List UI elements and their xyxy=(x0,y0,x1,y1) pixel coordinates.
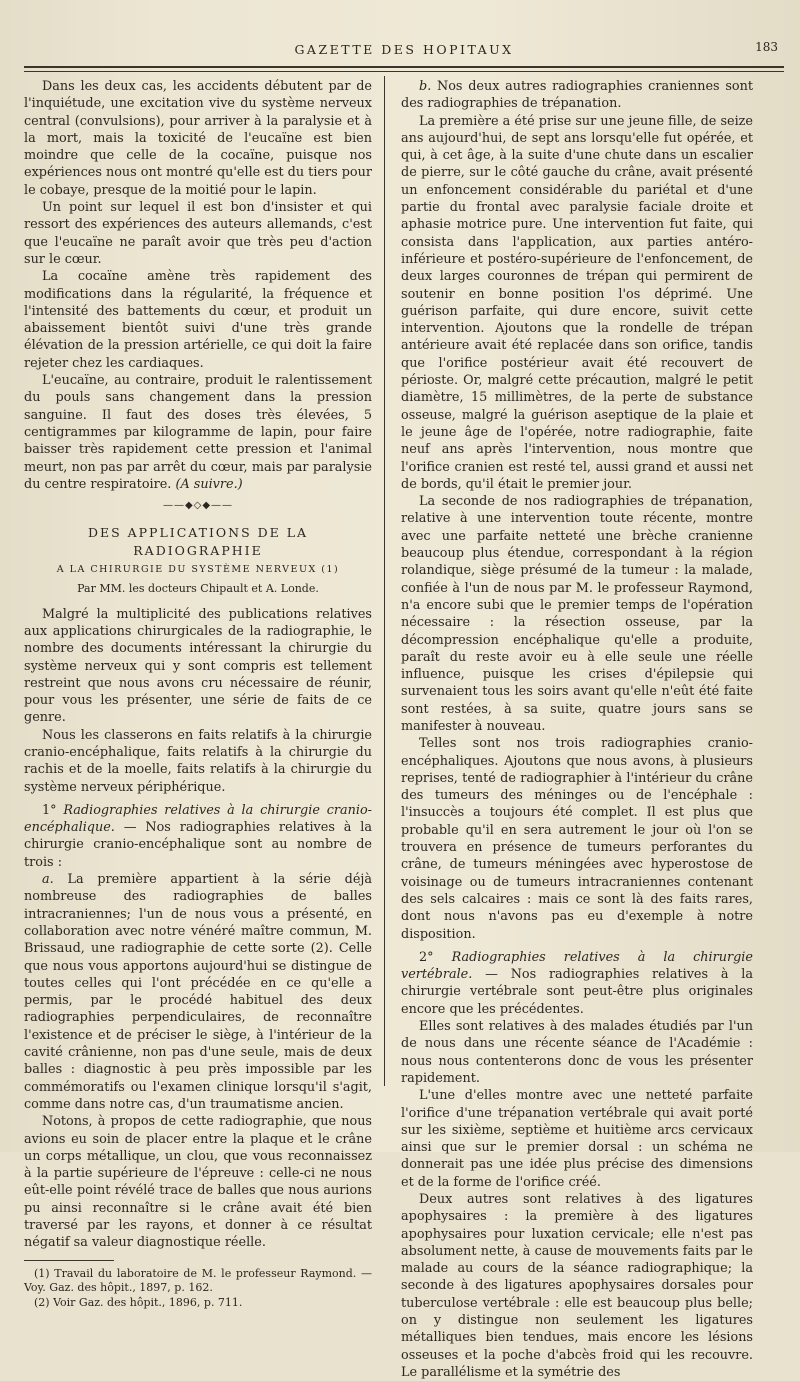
paragraph: Un point sur lequel il est bon d'insister et qui ressort des expériences des auteurs allemands, c'est que l'eucaïne ne paraît avoir que très peu d'action sur le cœur. xyxy=(24,200,372,267)
section-subtitle: A LA CHIRURGIE DU SYSTÈME NERVEUX (1) xyxy=(56,564,340,576)
paragraph: La cocaïne amène très rapidement des modifications dans la régularité, la fréquence et l'intensité des battements du cœur, et produit un abaissement bientôt suivi d'une très grande élévation de la pression artérielle, ce qui doit la faire rejeter chez les cardiaques. xyxy=(24,269,372,371)
paragraph xyxy=(401,78,753,113)
paragraph-text: Nos deux autres radiographies craniennes sont des radiographies de trépanation. xyxy=(401,79,753,112)
paragraph xyxy=(24,372,372,493)
ornament-separator: ——◆◇◆—— xyxy=(162,500,234,512)
paragraph: La seconde de nos radiographies de trépanation, relative à une intervention toute récente, montre avec une parfaite netteté une brèche cranienne beaucoup plus étendue, correspondant à la région rolandique, siège présumé de la tumeur : la malade, confiée à l'un de nous par M. le professeur Raymond, n'a encore subi que le premier temps de l'opération nécessaire : la résection osseuse, par la décompression encéphalique qu'elle a produite, paraît du reste avoir eu à elle seule une réelle influence, puisque les crises d'épilepsie qui survenaient tous les soirs avant qu'elle n'eût été faite sont restées, à sa suite, quatre jours sans se manifester à nouveau. xyxy=(401,494,753,734)
paragraph xyxy=(24,871,372,1113)
paragraph: Notons, à propos de cette radiographie, que nous avions eu soin de placer entre la plaque et le crâne un corps métallique, un clou, que vous reconnaissez à la partie supérieure de l'épreuve : celle-ci ne nous eût-elle point révélé trace de balles que nous aurions pu ainsi reconnaître si le crâne avait été bien traversé par les rayons, et donner à ce résultat négatif sa valeur diagnostique réelle. xyxy=(24,1114,372,1251)
page-header xyxy=(24,40,784,62)
heading-number: 2° xyxy=(419,949,434,965)
header-rule xyxy=(24,66,784,68)
running-title: GAZETTE DES HOPITAUX xyxy=(294,42,514,57)
subsection-heading xyxy=(401,949,753,1018)
header-rule-thin xyxy=(24,71,784,72)
page-number: 183 xyxy=(755,40,778,54)
heading-title: Radiographies relatives à la chirurgie vertébrale. xyxy=(401,949,753,983)
footnote: (1) Travail du laboratoire de M. le professeur Raymond. — Voy. Gaz. des hôpit., 1897, p. 162. xyxy=(24,1266,372,1295)
paragraph: Nous les classerons en faits relatifs à la chirurgie cranio-encéphalique, faits relatifs à la chirurgie du rachis et de la moelle, faits relatifs à la chirurgie du système nerveux périphérique. xyxy=(24,727,372,795)
footnote-rule xyxy=(24,1260,114,1261)
item-label: a. xyxy=(42,872,54,888)
paragraph: Dans les deux cas, les accidents débutent par de l'inquiétude, une excitation vive du système nerveux central (convulsions), pour arriver à la paralysie et à la mort, mais la toxicité de l'eucaïne est bien moindre que celle de la cocaïne, puisque nos expériences nous ont montré qu'elle est du tiers pour le cobaye, presque de la moitié pour le lapin. xyxy=(24,79,372,198)
paragraph-text: La première appartient à la série déjà nombreuse des radiographies de balles intracraniennes; l'un de nous vous a présenté, en collaboration avec notre vénéré maître commun, M. Brissaud, une radiographie de cette sorte (2). Celle que nous vous apportons aujourd'hui se distingue de toutes celles qui l'ont précédée en ce qu'elle a permis, par le procédé habituel des deux radiographies perpendiculaires, de reconnaître l'existence et de préciser le siège, à l'intérieur de la cavité crânienne, non pas d'une seule, mais de deux balles : diagnostic à peu près impossible par les commémoratifs ou l'examen clinique lorsqu'il s'agit, comme dans notre cas, d'un traumatisme ancien. xyxy=(24,872,372,1112)
heading-title: Radiographies relatives à la chirurgie cranio-encéphalique. xyxy=(24,802,372,836)
item-label: b. xyxy=(419,79,432,94)
to-be-continued: (A suivre.) xyxy=(175,476,243,492)
paragraph: Telles sont nos trois radiographies cranio-encéphaliques. Ajoutons que nous avons, à plusieurs reprises, tenté de radiographier à l'intérieur du crâne des tumeurs des méninges ou de l'encéphale : l'insuccès a toujours été complet. Il est plus que probable qu'il en sera autrement le jour où l'on se trouvera en présence de tumeurs perforantes du crâne, de tumeurs méningées avec hyperostose de voisinage ou de tumeurs intracraniennes contenant des sels calcaires : mais ce sont là des faits rares, dont nous n'avons pas eu d'exemple à notre disposition. xyxy=(401,736,753,942)
footnote: (2) Voir Gaz. des hôpit., 1896, p. 711. xyxy=(34,1295,243,1309)
right-column xyxy=(401,78,753,1381)
paragraph: Elles sont relatives à des malades étudiés par l'un de nous dans une récente séance de l'Académie : nous nous contenterons donc de vous les présenter rapidement. xyxy=(401,1019,753,1086)
left-column xyxy=(24,78,372,1310)
paragraph: L'une d'elles montre avec une netteté parfaite l'orifice d'une trépanation vertébrale qui avait porté sur les sixième, septième et huitième arcs cervicaux ainsi que sur le premier dorsal : un schéma ne donnerait pas une idée plus précise des dimensions et de la forme de l'orifice créé. xyxy=(401,1088,753,1190)
section-title: DES APPLICATIONS DE LA RADIOGRAPHIE xyxy=(87,525,309,558)
subsection-heading xyxy=(24,802,372,871)
section-authors: Par MM. les docteurs Chipault et A. Londe. xyxy=(77,582,319,596)
heading-text: — Nos radiographies relatives à la chirurgie vertébrale sont peut-être plus originales encore que les précédentes. xyxy=(401,967,753,1017)
paragraph: Deux autres sont relatives à des ligatures apophysaires : la première à des ligatures apophysaires pour luxation cervicale; elle n'est pas absolument nette, à cause de mouvements faits par le malade au cours de la séance radiographique; la seconde à des ligatures apophysaires dorsales pour tuberculose vertébrale : elle est beaucoup plus belle; on y distingue non seulement les ligatures métalliques bien tendues, mais encore les lésions osseuses et la poche d'abcès froid qui les recouvre. Le parallélisme et la symétrie des xyxy=(401,1192,753,1380)
column-divider xyxy=(384,76,385,1086)
paragraph: Malgré la multiplicité des publications relatives aux applications chirurgicales de la radiographie, le nombre des documents intéressant la chirurgie du système nerveux qui y sont compris est tellement restreint que nous avons cru nécessaire de réunir, pour vous les présenter, une série de faits de ce genre. xyxy=(24,606,372,726)
paragraph-text: L'eucaïne, au contraire, produit le ralentissement du pouls sans changement dans la pression sanguine. Il faut des doses très élevées, 5 centigrammes par kilogramme de lapin, pour faire baisser très rapidement cette pression et l'animal meurt, non pas par arrêt du cœur, mais par paralysie du centre respiratoire. xyxy=(24,373,372,492)
heading-text: — Nos radiographies relatives à la chirurgie cranio-encéphalique sont au nombre de trois : xyxy=(24,820,372,870)
heading-number: 1° xyxy=(42,802,57,818)
paragraph: La première a été prise sur une jeune fille, de seize ans aujourd'hui, de sept ans lorsqu'elle fut opérée, et qui, à cet âge, à la suite d'une chute dans un escalier de pierre, sur le côté gauche du crâne, avait présenté un enfoncement considérable du pariétal et d'une partie du frontal avec paralysie faciale droite et aphasie motrice pure. Une intervention fut faite, qui consista dans l'application, aux parties antéro-inférieure et postéro-supérieure de l'enfoncement, de deux larges couronnes de trépan qui permirent de soutenir en bonne position l'os déprimé. Une guérison parfaite, qui dure encore, suivit cette intervention. Ajoutons que la rondelle de trépan antérieure avait été replacée dans son orifice, tandis que l'orifice postérieur avait été recouvert de périoste. Or, malgré cette précaution, malgré le petit diamètre, 15 millimètres, de la perte de substance osseuse, malgré la guérison aseptique de la plaie et le jeune âge de l'opérée, notre radiographie, faite neuf ans après l'intervention, nous montre que l'orifice cranien est resté tel, aussi grand et aussi net de bords, qu'il était le premier jour. xyxy=(401,113,753,492)
